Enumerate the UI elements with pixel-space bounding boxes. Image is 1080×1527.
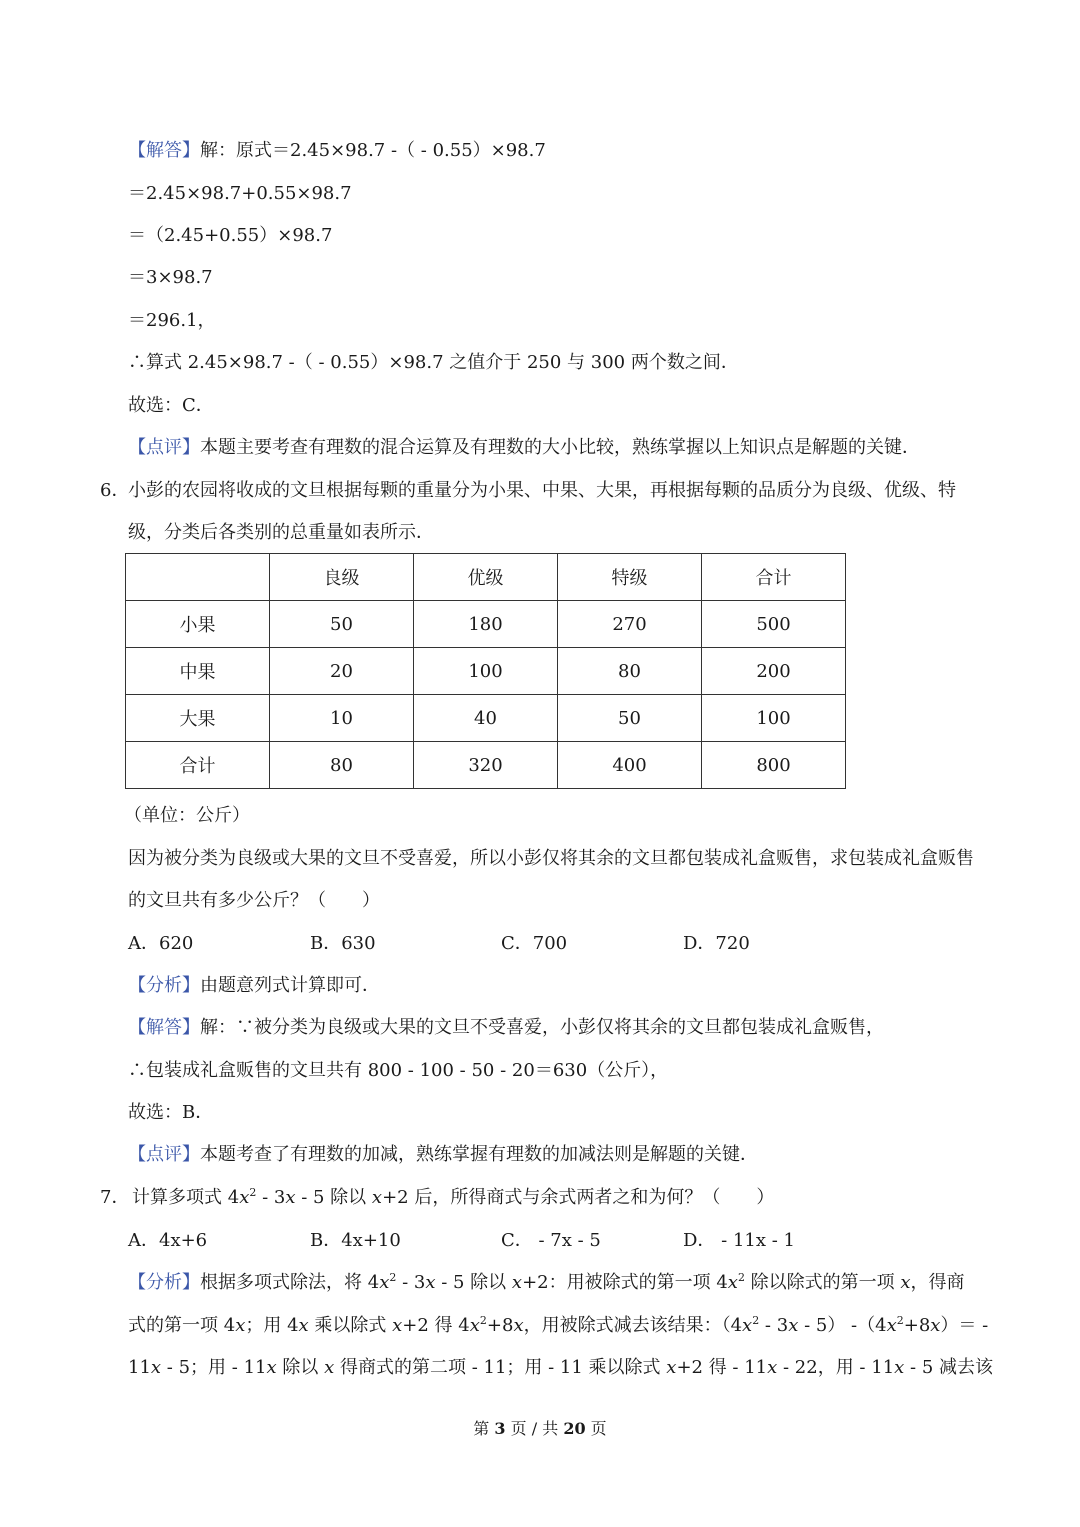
table-cell: 大果	[126, 695, 270, 742]
table-cell: 合计	[126, 742, 270, 789]
table-cell: 500	[702, 601, 846, 648]
answer-tag: 【解答】	[128, 140, 200, 161]
q7-number: 7．	[100, 1187, 130, 1208]
table-cell: 800	[702, 742, 846, 789]
option-b: B．4x+10	[310, 1230, 401, 1251]
table-cell: 320	[414, 742, 558, 789]
table-header-cell: 优级	[414, 554, 558, 601]
q6-answer-line-1: 【解答】解：∵被分类为良级或大果的文旦不受喜爱，小彭仅将其余的文旦都包装成礼盒贩售，	[128, 1017, 884, 1038]
option-d: D．720	[683, 933, 750, 954]
table-header-cell: 合计	[702, 554, 846, 601]
q5-answer-line-1: 【解答】解：原式＝2.45×98.7 -（ - 0.55）×98.7	[128, 140, 546, 161]
q5-answer-line-2: ＝2.45×98.7+0.55×98.7	[128, 183, 352, 204]
comment-tag: 【点评】	[128, 437, 200, 458]
weight-table	[125, 553, 846, 789]
q5-answer-line-7: 故选：C．	[128, 395, 214, 416]
q5-answer-line-3: ＝（2.45+0.55）×98.7	[128, 225, 333, 246]
table-header-cell: 良级	[270, 554, 414, 601]
q7-analysis-line-1: 【分析】根据多项式除法，将 $4x^2 - 3x - 5$ 除以 x+2：用被除式的第一项 $4x^2$ 除以除式的第一项 x，得商	[128, 1271, 965, 1293]
q6-stem: 小彭的农园将收成的文旦根据每颗的重量分为小果、中果、大果，再根据每颗的品质分为良级、优级、特级，分类后各类别的总重量如表所示．	[128, 480, 956, 543]
table-cell: 80	[558, 648, 702, 695]
table-cell: 80	[270, 742, 414, 789]
q5-answer-line-6: ∴算式 2.45×98.7 -（ - 0.55）×98.7 之值介于 250 与 300 两个数之间．	[128, 352, 739, 373]
q6-answer-line-3: 故选：B．	[128, 1102, 214, 1123]
table-cell: 20	[270, 648, 414, 695]
table-row	[126, 695, 846, 742]
q6-question: 因为被分类为良级或大果的文旦不受喜爱，所以小彭仅将其余的文旦都包装成礼盒贩售，求包装成礼盒贩售的文旦共有多少公斤？（ ）	[128, 848, 974, 911]
unit-note: （单位：公斤）	[124, 805, 250, 826]
q6-comment: 【点评】本题考查了有理数的加减，熟练掌握有理数的加减法则是解题的关键．	[128, 1144, 758, 1165]
analysis-tag: 【分析】	[128, 1272, 200, 1293]
table-cell: 400	[558, 742, 702, 789]
comment-tag: 【点评】	[128, 1144, 200, 1165]
table-row	[126, 601, 846, 648]
answer-tag: 【解答】	[128, 1017, 200, 1038]
option-c: C．700	[501, 933, 568, 954]
table-cell: 10	[270, 695, 414, 742]
q6-analysis: 【分析】由题意列式计算即可．	[128, 975, 380, 996]
q5-answer-line-5: ＝296.1，	[128, 310, 216, 331]
option-d: D． - 11x - 1	[683, 1230, 795, 1251]
table-header-cell	[126, 554, 270, 601]
q7-analysis-line-3: 11x - 5；用 - 11x 除以 x 得商式的第二项 - 11；用 - 11 乘以除式 x+2 得 - 11x - 22，用 - 11x - 5 减去该	[128, 1357, 993, 1378]
total-pages: 20	[563, 1419, 586, 1438]
q5-comment: 【点评】本题主要考查有理数的混合运算及有理数的大小比较，熟练掌握以上知识点是解题的关键．	[128, 437, 920, 458]
table-header-row	[126, 554, 846, 601]
analysis-tag: 【分析】	[128, 975, 200, 996]
page-footer: 第 3 页 / 共 20 页	[473, 1419, 607, 1438]
q6-answer-line-2: ∴包装成礼盒贩售的文旦共有 800 - 100 - 50 - 20＝630（公斤），	[128, 1060, 669, 1081]
q7-analysis-line-2: 式的第一项 4x；用 4x 乘以除式 x+2 得 $4x^2+8x$，用被除式减去该结果：$(4x^2 - 3x - 5)$ $-(4x^2+8x)=$ -	[128, 1314, 989, 1336]
table-cell: 100	[702, 695, 846, 742]
q5-answer-line-4: ＝3×98.7	[128, 267, 213, 288]
table-header-cell: 特级	[558, 554, 702, 601]
table-cell: 中果	[126, 648, 270, 695]
table-row	[126, 742, 846, 789]
option-a: A．620	[128, 933, 194, 954]
q7-stem: 计算多项式 $4x^2 - 3x - 5$ 除以 x+2 后，所得商式与余式两者之和为何？（ ）	[132, 1186, 775, 1208]
option-b: B．630	[310, 933, 376, 954]
current-page: 3	[494, 1419, 506, 1438]
table-row	[126, 648, 846, 695]
table-cell: 180	[414, 601, 558, 648]
table-cell: 100	[414, 648, 558, 695]
table-cell: 200	[702, 648, 846, 695]
table-cell: 小果	[126, 601, 270, 648]
table-cell: 270	[558, 601, 702, 648]
option-c: C． - 7x - 5	[501, 1230, 601, 1251]
table-cell: 40	[414, 695, 558, 742]
table-cell: 50	[558, 695, 702, 742]
option-a: A．4x+6	[128, 1230, 208, 1251]
table-cell: 50	[270, 601, 414, 648]
q6-number: 6．	[100, 480, 130, 501]
